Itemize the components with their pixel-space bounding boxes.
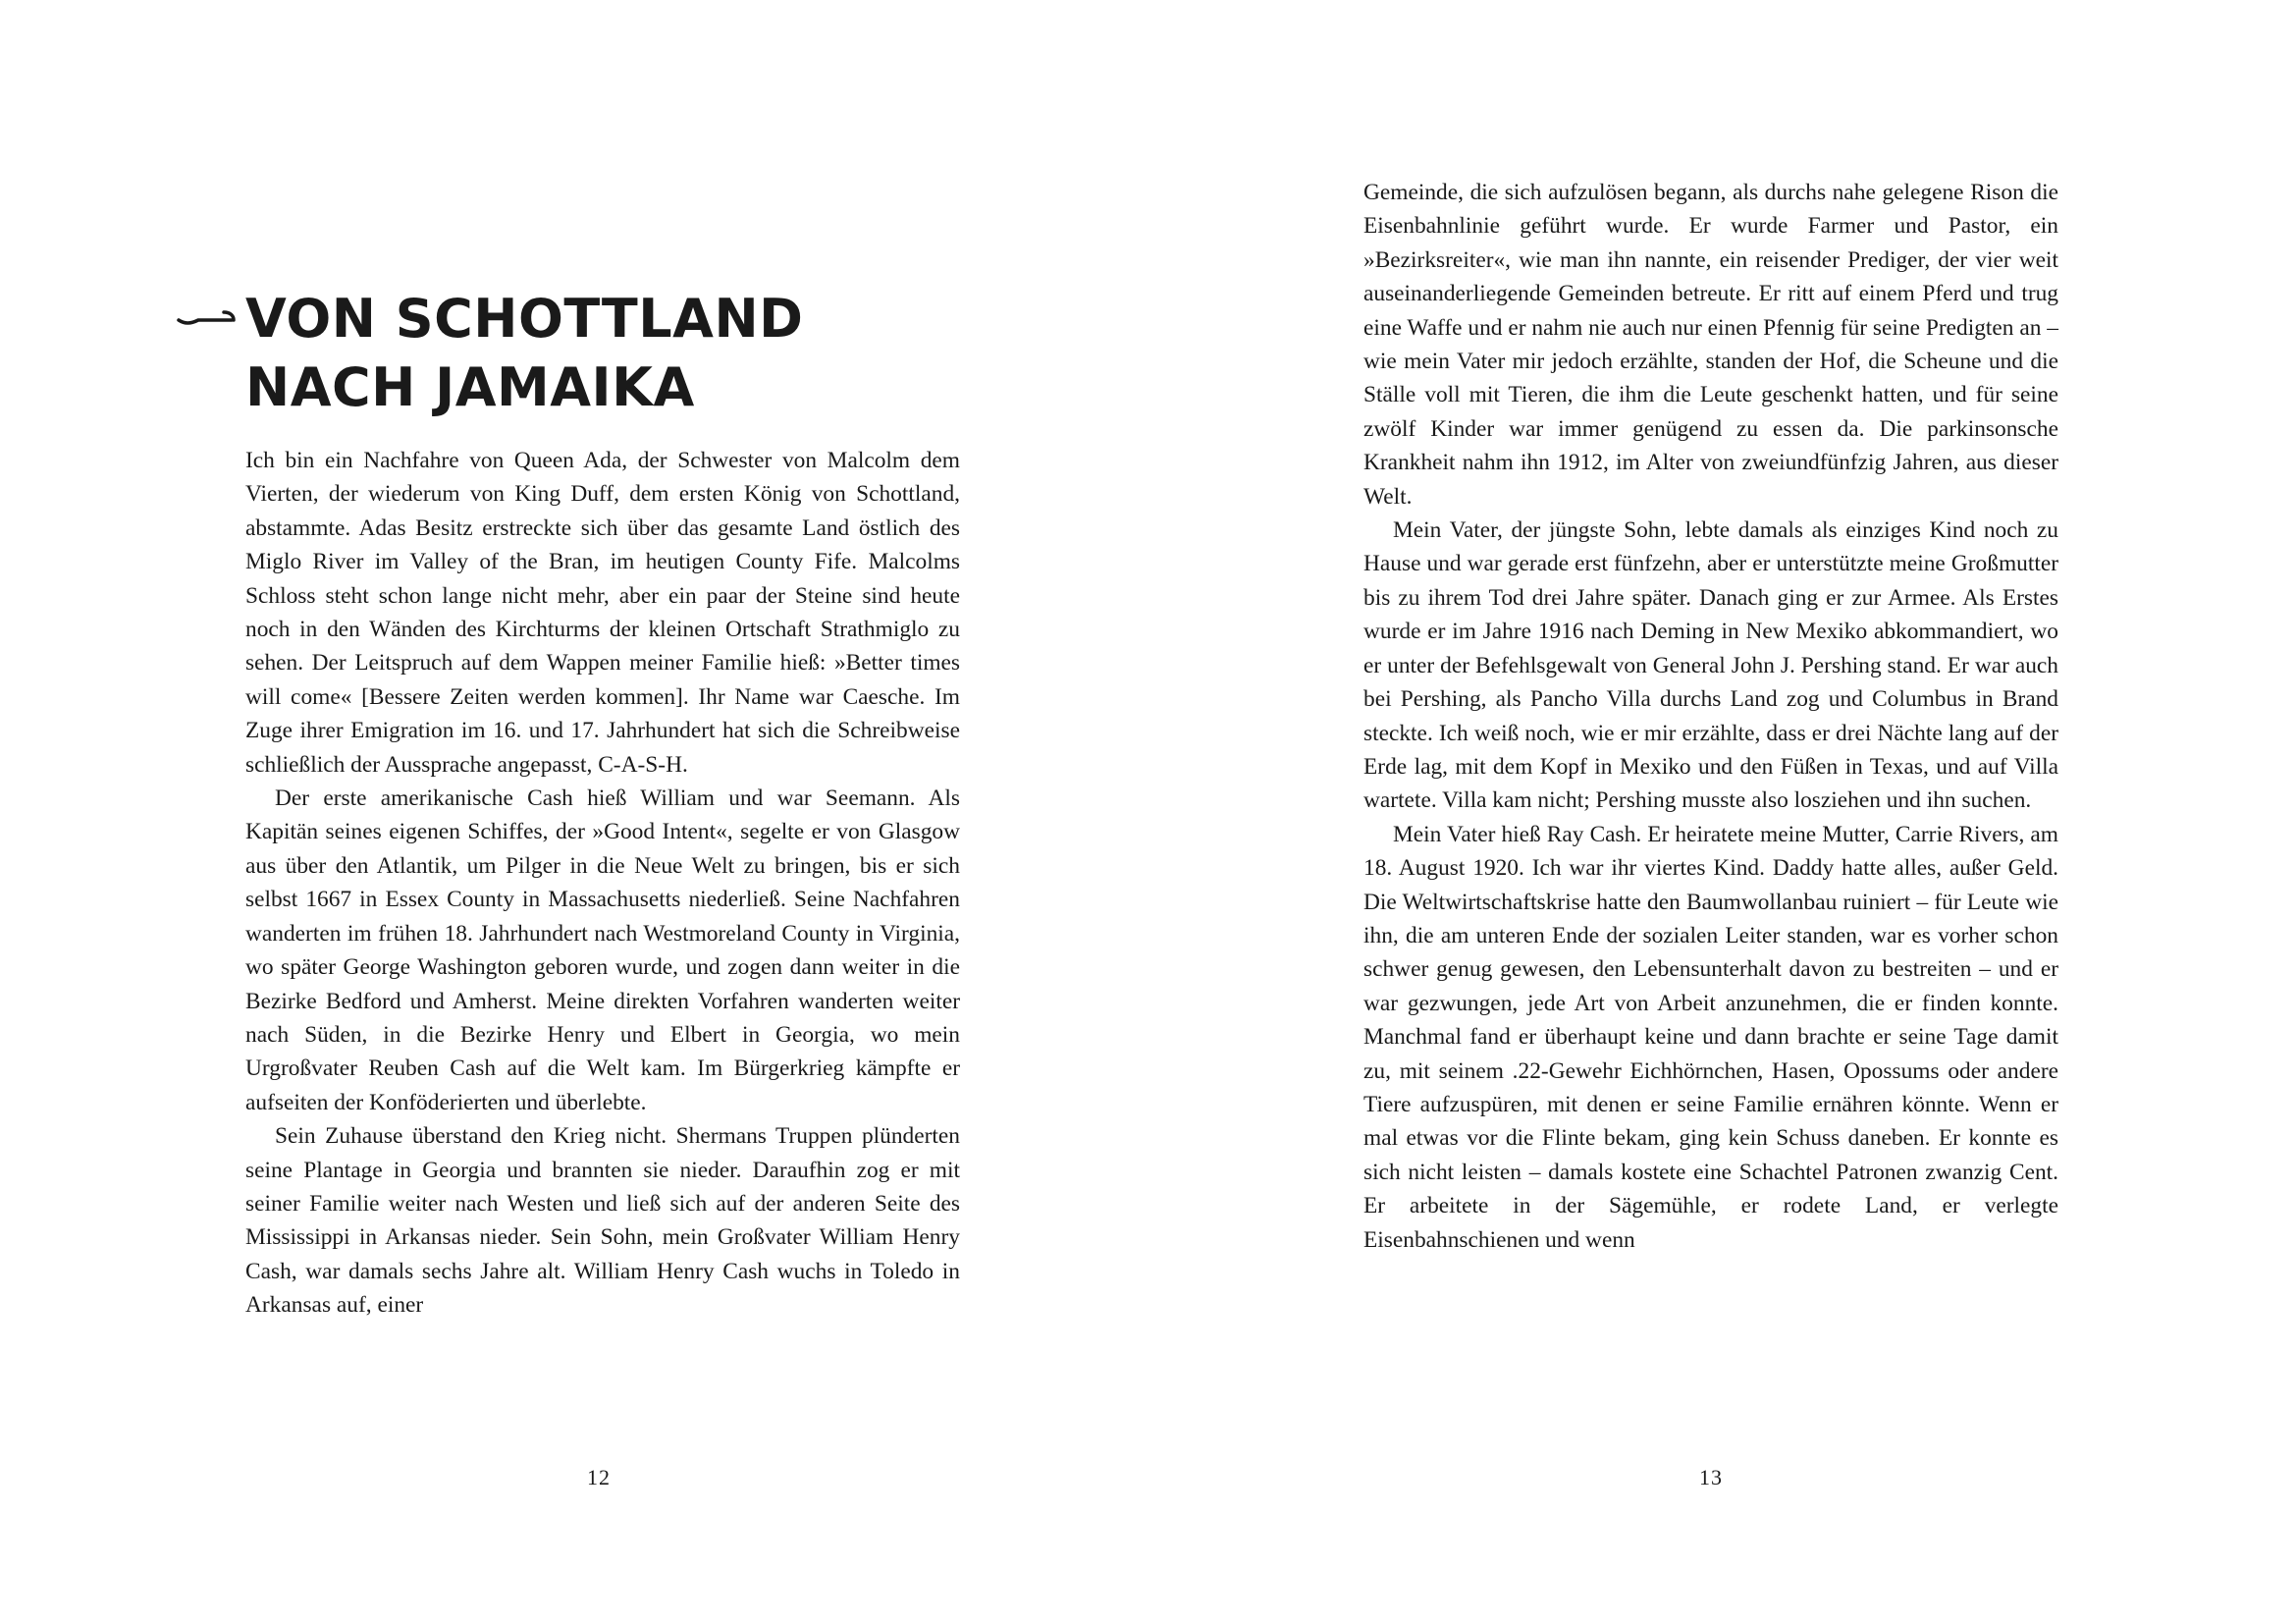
paragraph: Ich bin ein Nachfahre von Queen Ada, der Schwester von Malcolm dem Vierten, der wiederum von King Duff, dem ersten König von Schottland, abstammte. Adas Besitz erstreckte sich über das gesamte Land östlich des Miglo River im Valley of the Bran, im heutigen County Fife. Malcolms Schloss steht schon lange nicht mehr, aber ein paar der Steine sind heute noch in den Wänden des Kirchturms der kleinen Ortschaft Strathmiglo zu sehen. Der Leitspruch auf dem Wappen meiner Familie hieß: »Better times will come« [Bessere Zeiten werden kommen]. Ihr Name war Caesche. Im Zuge ihrer Emigration im 16. und 17. Jahrhundert hat sich die Schreibweise schließlich der Aussprache angepasst, C-A-S-H.: [245, 448, 960, 778]
paragraph: Gemeinde, die sich aufzulösen begann, als durchs nahe gelegene Rison die Eisenbahnlinie geführt wurde. Er wurde Farmer und Pastor, ein »Bezirksreiter«, wie man ihn nannte, ein reisender Prediger, der vier weit auseinanderliegende Gemeinden betreute. Er ritt auf einem Pferd und trug eine Waffe und er nahm nie auch nur einen Pfennig für seine Predigten an – wie mein Vater mir jedoch erzählte, standen der Hof, die Scheune und die Ställe voll mit Tieren, die ihm die Leute geschenkt hatten, und für seine zwölf Kinder war immer genügend zu essen da. Die parkinsonsche Krankheit nahm ihn 1912, im Alter von zweiundfünfzig Jahren, aus dieser Welt.: [1363, 180, 2058, 510]
left-page-body: [245, 444, 960, 1323]
chapter-title-line-1: VON SCHOTTLAND: [245, 288, 804, 350]
paragraph: Mein Vater hieß Ray Cash. Er heiratete meine Mutter, Carrie Rivers, am 18. August 1920. Ich war ihr viertes Kind. Daddy hatte alles, außer Geld. Die Weltwirtschaftskrise hatte den Baumwollanbau ruiniert – für Leute wie ihn, die am unteren Ende der sozialen Leiter standen, war es vorher schon schwer genug gewesen, den Lebensunterhalt davon zu bestreiten – und er war gezwungen, jede Art von Arbeit anzunehmen, die er finden konnte. Manchmal fand er überhaupt keine und dann brachte er seine Tage damit zu, mit seinem .22-Gewehr Eichhörnchen, Hasen, Opossums oder andere Tiere aufzuspüren, mit denen er seine Familie ernähren könnte. Wenn er mal etwas vor die Flinte bekam, ging kein Schuss daneben. Er konnte es sich nicht leisten – damals kostete eine Schachtel Patronen zwanzig Cent. Er arbeitete in der Sägemühle, er rodete Land, er verlegte Eisenbahnschienen und wenn: [1363, 821, 2058, 1253]
page-number-left: 12: [587, 1465, 611, 1489]
chapter-title-line-2: NACH JAMAIKA: [245, 356, 695, 418]
chapter-title: [245, 285, 991, 422]
paragraph: Der erste amerikanische Cash hieß William und war Seemann. Als Kapitän seines eigenen Schiffes, der »Good Intent«, segelte er von Glasgow aus über den Atlantik, um Pilger in die Neue Welt zu bringen, bis er sich selbst 1667 in Essex County in Massachusetts niederließ. Seine Nachfahren wanderten im frühen 18. Jahrhundert nach Westmoreland County in Virginia, wo später George Washington geboren wurde, und zogen dann weiter in die Bezirke Bedford und Amherst. Meine direkten Vorfahren wanderten weiter nach Süden, in die Bezirke Henry und Elbert in Georgia, wo mein Urgroßvater Reuben Cash auf die Welt kam. Im Bürgerkrieg kämpfte er aufseiten der Konföderierten und überlebte.: [245, 785, 960, 1115]
page-number-right: 13: [1699, 1465, 1723, 1489]
paragraph: Sein Zuhause überstand den Krieg nicht. Shermans Truppen plünderten seine Plantage in Georgia und brannten sie nieder. Daraufhin zog er mit seiner Familie weiter nach Westen und ließ sich auf der anderen Seite des Mississippi in Arkansas nieder. Sein Sohn, mein Großvater William Henry Cash, war damals sechs Jahre alt. William Henry Cash wuchs in Toledo in Arkansas auf, einer: [245, 1123, 960, 1319]
chapter-ornament-icon: [177, 306, 236, 328]
right-page-body: [1363, 176, 2058, 1257]
paragraph: Mein Vater, der jüngste Sohn, lebte damals als einziges Kind noch zu Hause und war gerade erst fünfzehn, aber er unterstützte meine Großmutter bis zu ihrem Tod drei Jahre später. Danach ging er zur Armee. Als Erstes wurde er im Jahre 1916 nach Deming in New Mexiko abkommandiert, wo er unter der Befehlsgewalt von General John J. Pershing stand. Er war auch bei Pershing, als Pancho Villa durchs Land zog und Columbus in Brand steckte. Ich weiß noch, wie er mir erzählte, dass er drei Nächte lang auf der Erde lag, mit dem Kopf in Mexiko und den Füßen in Texas, und auf Villa wartete. Villa kam nicht; Pershing musste also losziehen und ihn suchen.: [1363, 517, 2058, 814]
